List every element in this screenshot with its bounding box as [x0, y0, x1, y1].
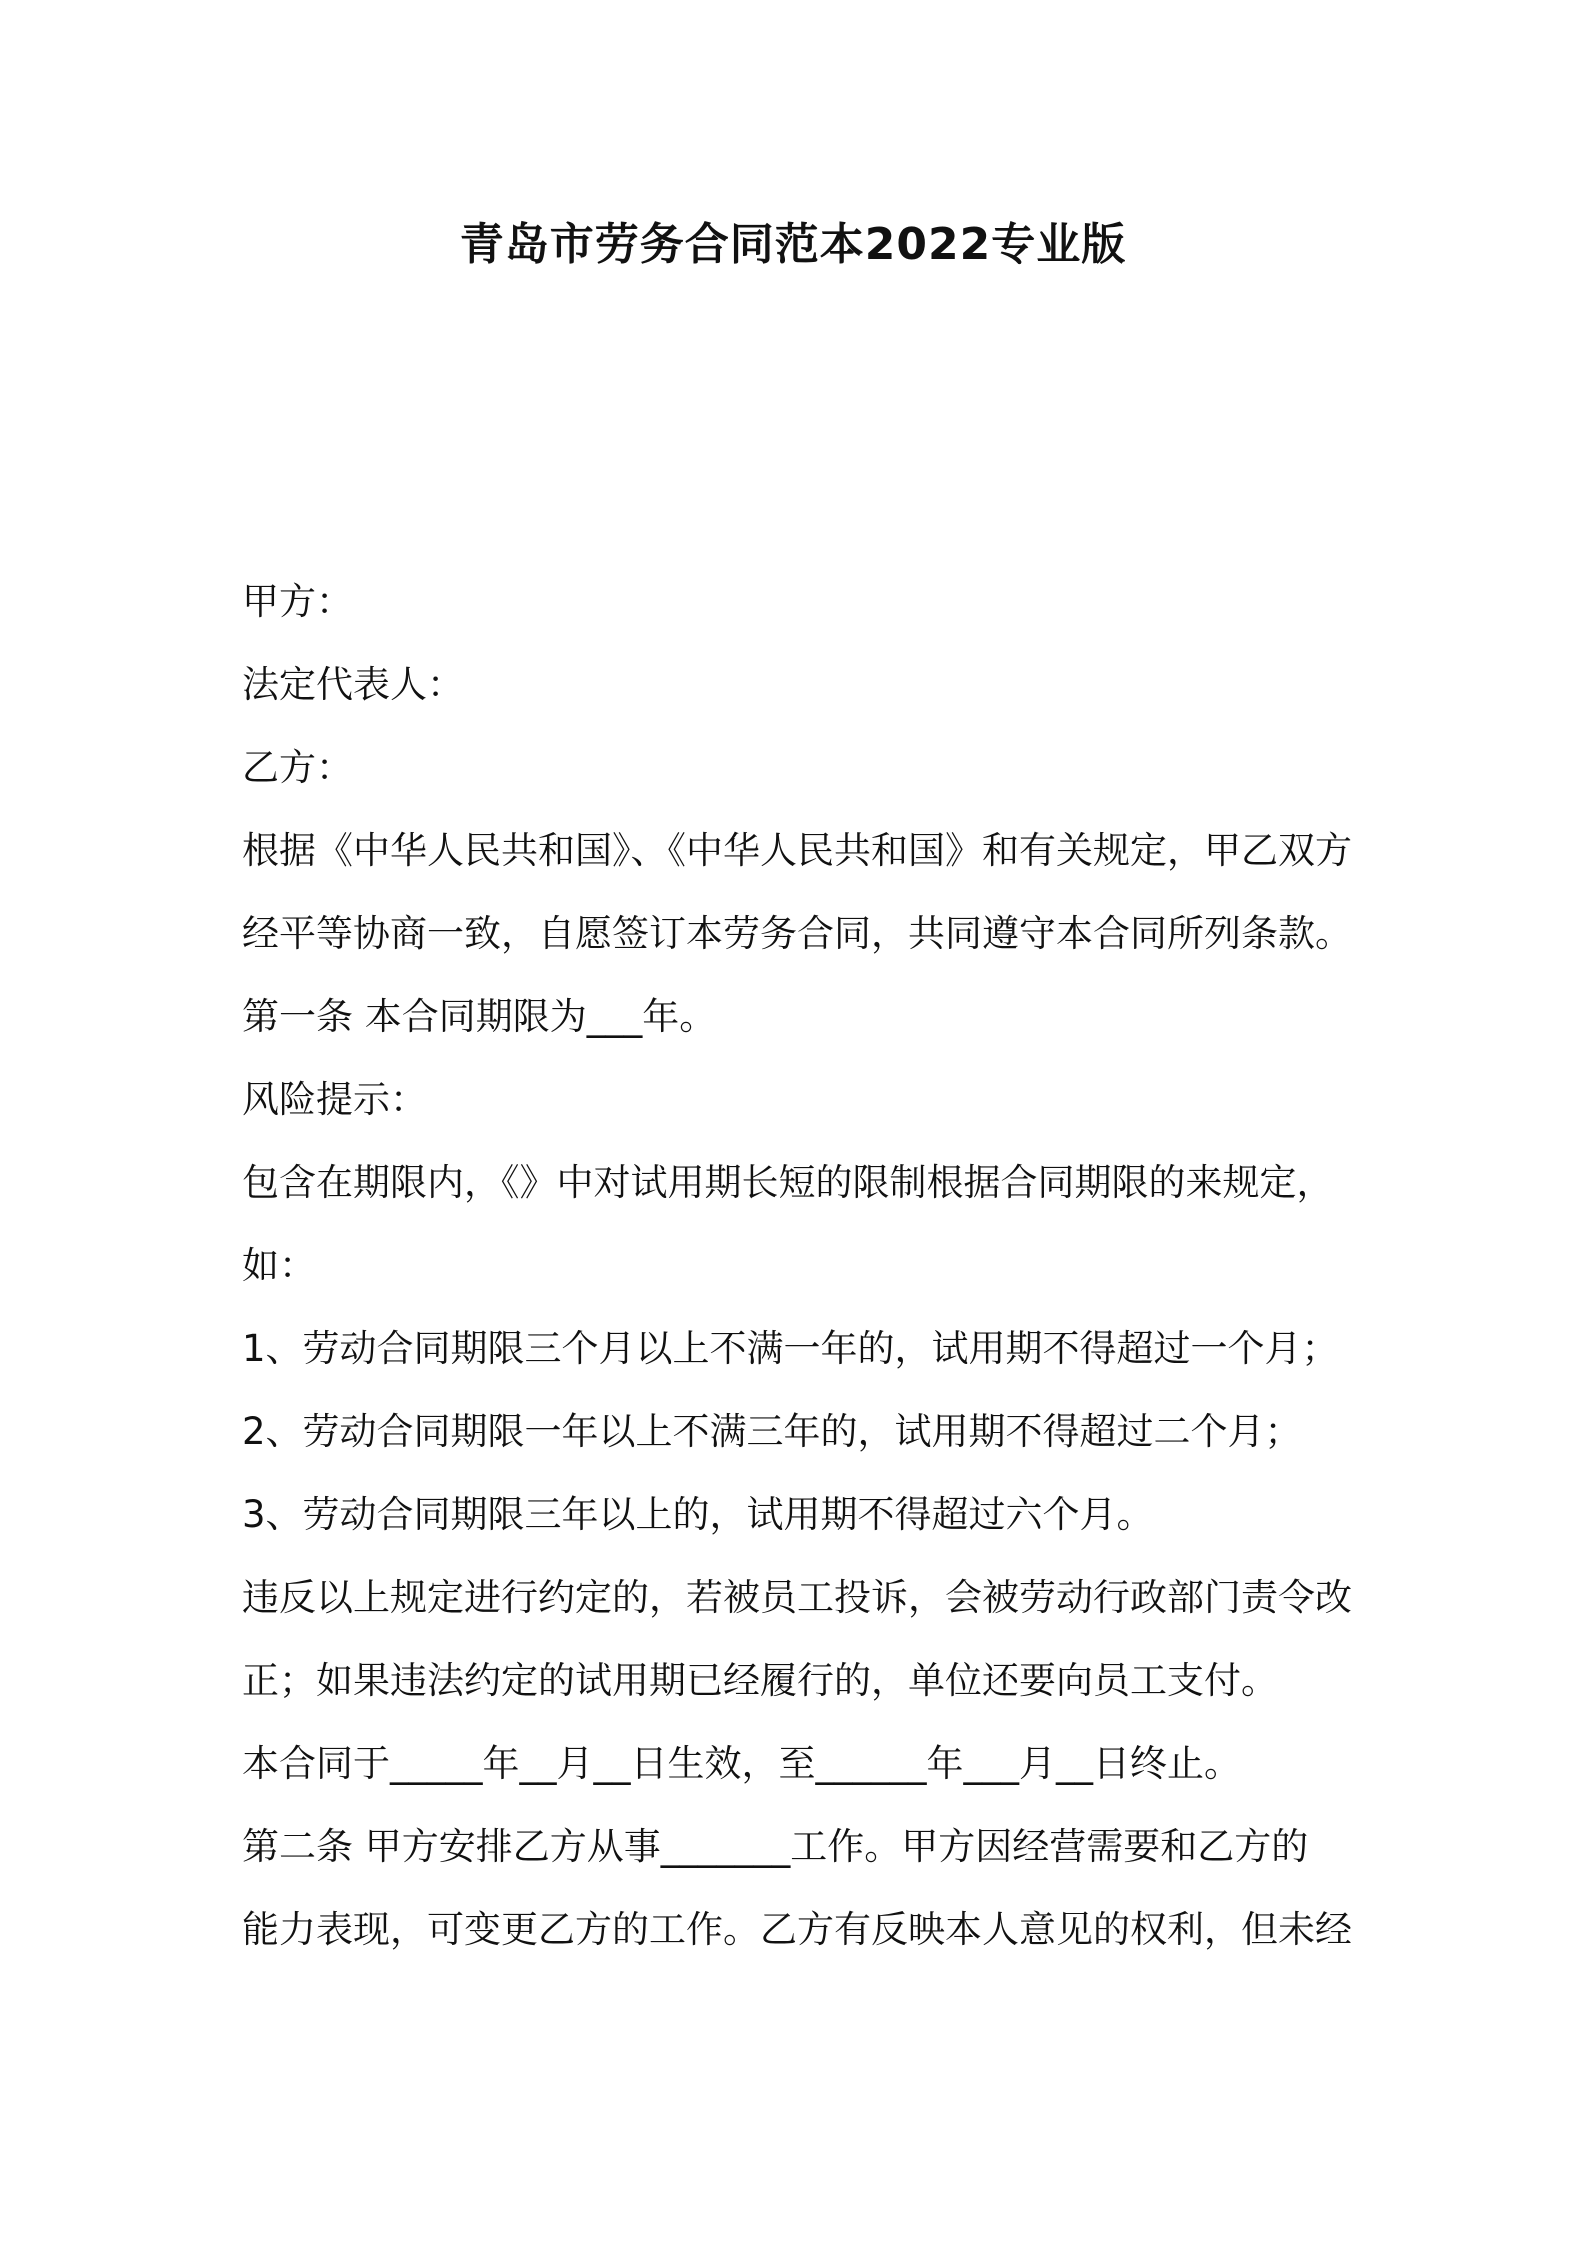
- risk-notice-line: 正；如果违法约定的试用期已经履行的，单位还要向员工支付。: [242, 1659, 1278, 1702]
- article-two-line: 能力表现，可变更乙方的工作。乙方有反映本人意见的权利，但未经: [242, 1908, 1352, 1951]
- risk-list-item: 2、劳动合同期限一年以上不满三年的，试用期不得超过二个月；: [242, 1410, 1302, 1453]
- article-two-line: 第二条 甲方安排乙方从事_______工作。甲方因经营需要和乙方的: [242, 1825, 1309, 1868]
- article-one-line: 第一条 本合同期限为___年。: [242, 995, 717, 1038]
- risk-notice-heading: 风险提示：: [242, 1078, 427, 1121]
- contract-term-line: 本合同于_____年__月__日生效，至______年___月__日终止。: [242, 1742, 1241, 1785]
- risk-list-item: 1、劳动合同期限三个月以上不满一年的，试用期不得超过一个月；: [242, 1327, 1339, 1370]
- risk-notice-line: 如：: [242, 1244, 316, 1287]
- document-body: [242, 572, 1362, 1983]
- party-a-line: 甲方：: [242, 580, 353, 623]
- legal-representative-line: 法定代表人：: [242, 663, 464, 706]
- document-title: 青岛市劳务合同范本2022专业版: [459, 219, 1127, 270]
- risk-list-item: 3、劳动合同期限三年以上的，试用期不得超过六个月。: [242, 1493, 1154, 1536]
- preamble-line: 根据《中华人民共和国》、《中华人民共和国》和有关规定，甲乙双方: [242, 829, 1352, 872]
- party-b-line: 乙方：: [242, 746, 353, 789]
- risk-notice-line: 违反以上规定进行约定的，若被员工投诉，会被劳动行政部门责令改: [242, 1576, 1352, 1619]
- risk-notice-line: 包含在期限内，《》中对试用期长短的限制根据合同期限的来规定，: [242, 1161, 1334, 1204]
- preamble-line: 经平等协商一致，自愿签订本劳务合同，共同遵守本合同所列条款。: [242, 912, 1352, 955]
